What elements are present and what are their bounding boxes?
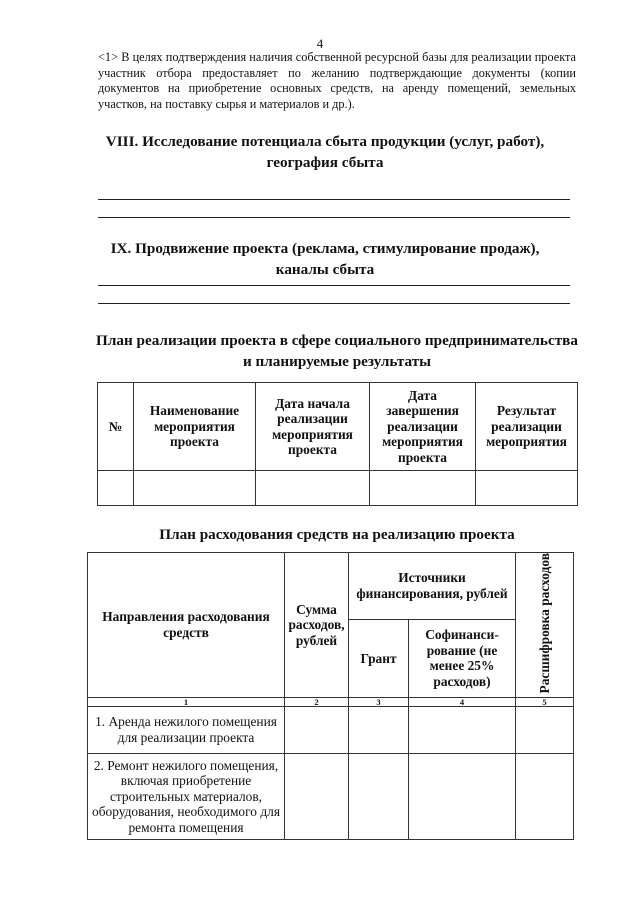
expense-cell-empty[interactable] [285,753,349,839]
section-8-heading-line2: география сбыта [266,154,384,171]
page-number: 4 [316,36,324,51]
expense-header-sources: Источники финансирования, рублей [349,553,516,620]
column-number: 1 [88,697,285,706]
expense-header-direction: Направления расходования средств [88,553,285,698]
expense-row [88,706,574,753]
expense-header-breakdown: Расшифровка расходов [537,553,552,694]
plan-header-name: Наименование мероприятия проекта [134,383,256,471]
column-number: 3 [349,697,409,706]
section-9-heading-line1: IX. Продвижение проекта (реклама, стимулирование продаж), [110,240,540,257]
expense-row [88,753,574,839]
section-9-heading-line2: каналы сбыта [275,261,375,278]
expense-plan-table [87,552,574,840]
section-8-heading [90,131,560,173]
expense-row-label: 2. Ремонт нежилого помещения, включая приобретение строительных материалов, оборудования, необходимого для ремонта помещения [88,753,285,839]
expense-cell-empty[interactable] [285,706,349,753]
column-number: 4 [409,697,516,706]
expense-cell-empty[interactable] [516,706,574,753]
implementation-plan-table [97,382,578,506]
blank-line-4 [98,303,570,304]
expense-header-sum: Сумма расходов, рублей [285,553,349,698]
expense-cell-empty[interactable] [516,753,574,839]
plan-table-header-row [98,383,578,471]
plan-cell-empty[interactable] [134,471,256,506]
expense-cell-empty[interactable] [409,753,516,839]
column-number: 5 [516,697,574,706]
blank-line-3 [98,285,570,286]
plan-header-number: № [98,383,134,471]
column-number: 2 [285,697,349,706]
expense-cell-empty[interactable] [409,706,516,753]
expense-cell-empty[interactable] [349,706,409,753]
footnote-text: <1> В целях подтверждения наличия собственной ресурсной базы для реализации проекта участник отбора предоставляет по желанию подтверждающие документы (копии документов на приобретение основных средств, на аренду помещений, земельных участков, на поставку сырья и материалов и др.). [98,50,576,111]
plan-table-empty-row [98,471,578,506]
expense-cell-empty[interactable] [349,753,409,839]
section-8-heading-line1: VIII. Исследование потенциала сбыта продукции (услуг, работ), [105,133,545,150]
plan-title-line1: План реализации проекта в сфере социального предпринимательства [96,332,578,349]
blank-line-1 [98,199,570,200]
plan-cell-empty[interactable] [98,471,134,506]
expense-row-label: 1. Аренда нежилого помещения для реализации проекта [88,706,285,753]
plan-cell-empty[interactable] [256,471,370,506]
expense-header-grant: Грант [349,619,409,697]
plan-header-start-date: Дата начала реализации мероприятия проекта [256,383,370,471]
plan-cell-empty[interactable] [476,471,578,506]
expense-title: План расходования средств на реализацию проекта [159,526,515,543]
plan-cell-empty[interactable] [370,471,476,506]
plan-header-result: Результат реализации мероприятия [476,383,578,471]
column-number-row [88,697,574,706]
section-9-heading [90,238,560,280]
plan-title [92,330,582,372]
blank-line-2 [98,217,570,218]
plan-header-end-date: Дата завершения реализации мероприятия проекта [370,383,476,471]
expense-header-cofinancing: Софинанси-рование (не менее 25% расходов) [409,619,516,697]
plan-title-line2: и планируемые результаты [242,353,432,370]
